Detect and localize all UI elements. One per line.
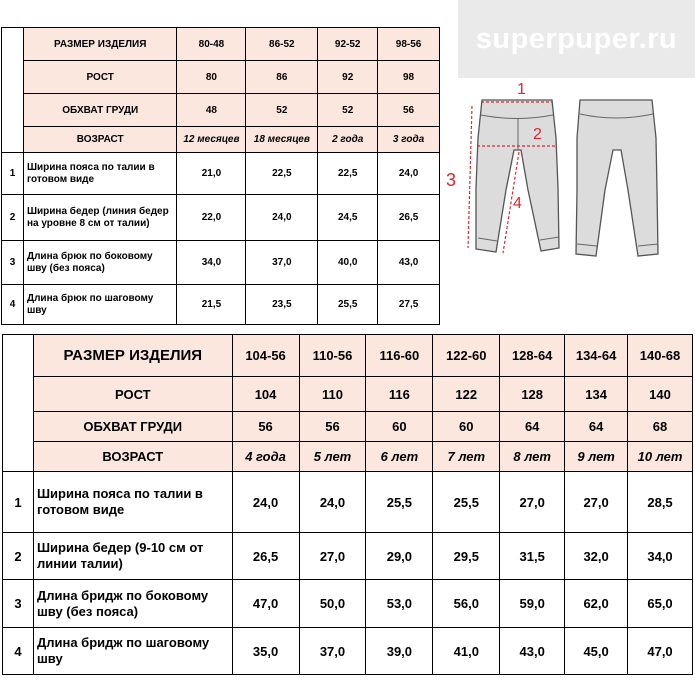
corner-cell: [3, 335, 34, 472]
measure-cell: 50,0: [299, 580, 366, 628]
measure-cell: 35,0: [232, 628, 299, 675]
measure-cell: 39,0: [366, 628, 433, 675]
height-cell: 122: [433, 377, 500, 412]
table-row: [2, 285, 440, 325]
measure-cell: 27,0: [500, 472, 565, 533]
measure-cell: 27,5: [378, 285, 440, 325]
table-row: [3, 580, 693, 628]
pants-back-icon: [576, 100, 658, 256]
measure-cell: 37,0: [299, 628, 366, 675]
row-number: 3: [2, 241, 24, 285]
height-cell: 92: [318, 61, 378, 94]
measure-cell: 25,5: [318, 285, 378, 325]
chest-cell: 64: [565, 412, 628, 442]
header-label: РАЗМЕР ИЗДЕЛИЯ: [33, 335, 232, 377]
measure-cell: 32,0: [565, 533, 628, 580]
size-cell: 92-52: [318, 28, 378, 61]
measure-cell: 47,0: [232, 580, 299, 628]
row-number: 2: [3, 533, 34, 580]
age-cell: 6 лет: [366, 442, 433, 472]
measure-cell: 41,0: [433, 628, 500, 675]
corner-cell: [2, 28, 24, 153]
chest-cell: 56: [299, 412, 366, 442]
size-cell: 128-64: [500, 335, 565, 377]
measure-cell: 24,0: [299, 472, 366, 533]
size-cell: 80-48: [177, 28, 246, 61]
row-description: Ширина бедер (9-10 см от линии талии): [33, 533, 232, 580]
measure-cell: 25,5: [366, 472, 433, 533]
height-cell: 86: [246, 61, 318, 94]
height-cell: 116: [366, 377, 433, 412]
header-label: РОСТ: [33, 377, 232, 412]
header-label: ОБХВАТ ГРУДИ: [33, 412, 232, 442]
row-description: Ширина пояса по талии в готовом виде: [23, 153, 177, 195]
row-number: 4: [3, 628, 34, 675]
measure-cell: 29,5: [433, 533, 500, 580]
height-cell: 134: [565, 377, 628, 412]
measure-cell: 62,0: [565, 580, 628, 628]
table-row: [2, 241, 440, 285]
age-cell: 12 месяцев: [177, 127, 246, 153]
chest-cell: 48: [177, 94, 246, 127]
table-row: [2, 153, 440, 195]
measure-cell: 45,0: [565, 628, 628, 675]
watermark: superpuper.ru: [458, 0, 695, 78]
height-cell: 140: [628, 377, 693, 412]
row-number: 1: [2, 153, 24, 195]
measure-cell: 22,5: [318, 153, 378, 195]
measure-cell: 28,5: [628, 472, 693, 533]
measure-cell: 47,0: [628, 628, 693, 675]
measure-cell: 24,0: [378, 153, 440, 195]
chest-cell: 68: [628, 412, 693, 442]
age-cell: 18 месяцев: [246, 127, 318, 153]
age-cell: 4 года: [232, 442, 299, 472]
height-cell: 128: [500, 377, 565, 412]
height-cell: 104: [232, 377, 299, 412]
size-cell: 110-56: [299, 335, 366, 377]
chest-cell: 52: [318, 94, 378, 127]
measure-cell: 21,5: [177, 285, 246, 325]
measure-cell: 24,0: [232, 472, 299, 533]
age-cell: 7 лет: [433, 442, 500, 472]
row-description: Ширина пояса по талии в готовом виде: [33, 472, 232, 533]
header-label: ОБХВАТ ГРУДИ: [23, 94, 177, 127]
measure-label-4: 4: [513, 195, 522, 212]
measure-cell: 34,0: [177, 241, 246, 285]
header-label: РОСТ: [23, 61, 177, 94]
measure-cell: 27,0: [565, 472, 628, 533]
measure-cell: 25,5: [433, 472, 500, 533]
height-cell: 110: [299, 377, 366, 412]
age-cell: 2 года: [318, 127, 378, 153]
header-label: ВОЗРАСТ: [23, 127, 177, 153]
age-cell: 5 лет: [299, 442, 366, 472]
measure-cell: 21,0: [177, 153, 246, 195]
age-cell: 9 лет: [565, 442, 628, 472]
height-cell: 80: [177, 61, 246, 94]
measure-cell: 26,5: [378, 195, 440, 241]
size-table-small: [1, 27, 440, 325]
size-cell: 98-56: [378, 28, 440, 61]
table-row: [2, 195, 440, 241]
measure-cell: 53,0: [366, 580, 433, 628]
age-cell: 8 лет: [500, 442, 565, 472]
header-label: ВОЗРАСТ: [33, 442, 232, 472]
measure-cell: 27,0: [299, 533, 366, 580]
measure-cell: 31,5: [500, 533, 565, 580]
size-cell: 134-64: [565, 335, 628, 377]
size-cell: 116-60: [366, 335, 433, 377]
row-description: Длина бридж по шаговому шву: [33, 628, 232, 675]
chest-cell: 60: [366, 412, 433, 442]
measure-cell: 37,0: [246, 241, 318, 285]
row-description: Длина брюк по шаговому шву: [23, 285, 177, 325]
measure-cell: 24,5: [318, 195, 378, 241]
measure-cell: 24,0: [246, 195, 318, 241]
measure-cell: 43,0: [378, 241, 440, 285]
row-number: 4: [2, 285, 24, 325]
measure-cell: 22,5: [246, 153, 318, 195]
size-cell: 104-56: [232, 335, 299, 377]
measure-cell: 22,0: [177, 195, 246, 241]
row-description: Ширина бедер (линия бедер на уровне 8 см от талии): [23, 195, 177, 241]
measure-label-2: 2: [533, 126, 542, 143]
row-number: 1: [3, 472, 34, 533]
pants-front-icon: [476, 100, 559, 252]
chest-cell: 56: [378, 94, 440, 127]
measure-cell: 43,0: [500, 628, 565, 675]
measure-cell: 56,0: [433, 580, 500, 628]
header-label: РАЗМЕР ИЗДЕЛИЯ: [23, 28, 177, 61]
height-cell: 98: [378, 61, 440, 94]
pants-diagram: [440, 78, 695, 328]
measure-cell: 29,0: [366, 533, 433, 580]
table-row: [3, 533, 693, 580]
size-cell: 122-60: [433, 335, 500, 377]
chest-cell: 52: [246, 94, 318, 127]
row-description: Длина брюк по боковому шву (без пояса): [23, 241, 177, 285]
row-number: 2: [2, 195, 24, 241]
size-cell: 86-52: [246, 28, 318, 61]
measure-cell: 34,0: [628, 533, 693, 580]
measure-label-3: 3: [446, 170, 457, 190]
chest-cell: 56: [232, 412, 299, 442]
chest-cell: 60: [433, 412, 500, 442]
table-row: [3, 472, 693, 533]
chest-cell: 64: [500, 412, 565, 442]
measure-cell: 65,0: [628, 580, 693, 628]
row-number: 3: [3, 580, 34, 628]
measure-cell: 23,5: [246, 285, 318, 325]
size-cell: 140-68: [628, 335, 693, 377]
measure-cell: 26,5: [232, 533, 299, 580]
age-cell: 3 года: [378, 127, 440, 153]
table-row: [3, 628, 693, 675]
measure-cell: 59,0: [500, 580, 565, 628]
row-description: Длина бридж по боковому шву (без пояса): [33, 580, 232, 628]
age-cell: 10 лет: [628, 442, 693, 472]
measure-label-1: 1: [517, 81, 526, 98]
size-table-large: [2, 334, 693, 675]
measure-cell: 40,0: [318, 241, 378, 285]
